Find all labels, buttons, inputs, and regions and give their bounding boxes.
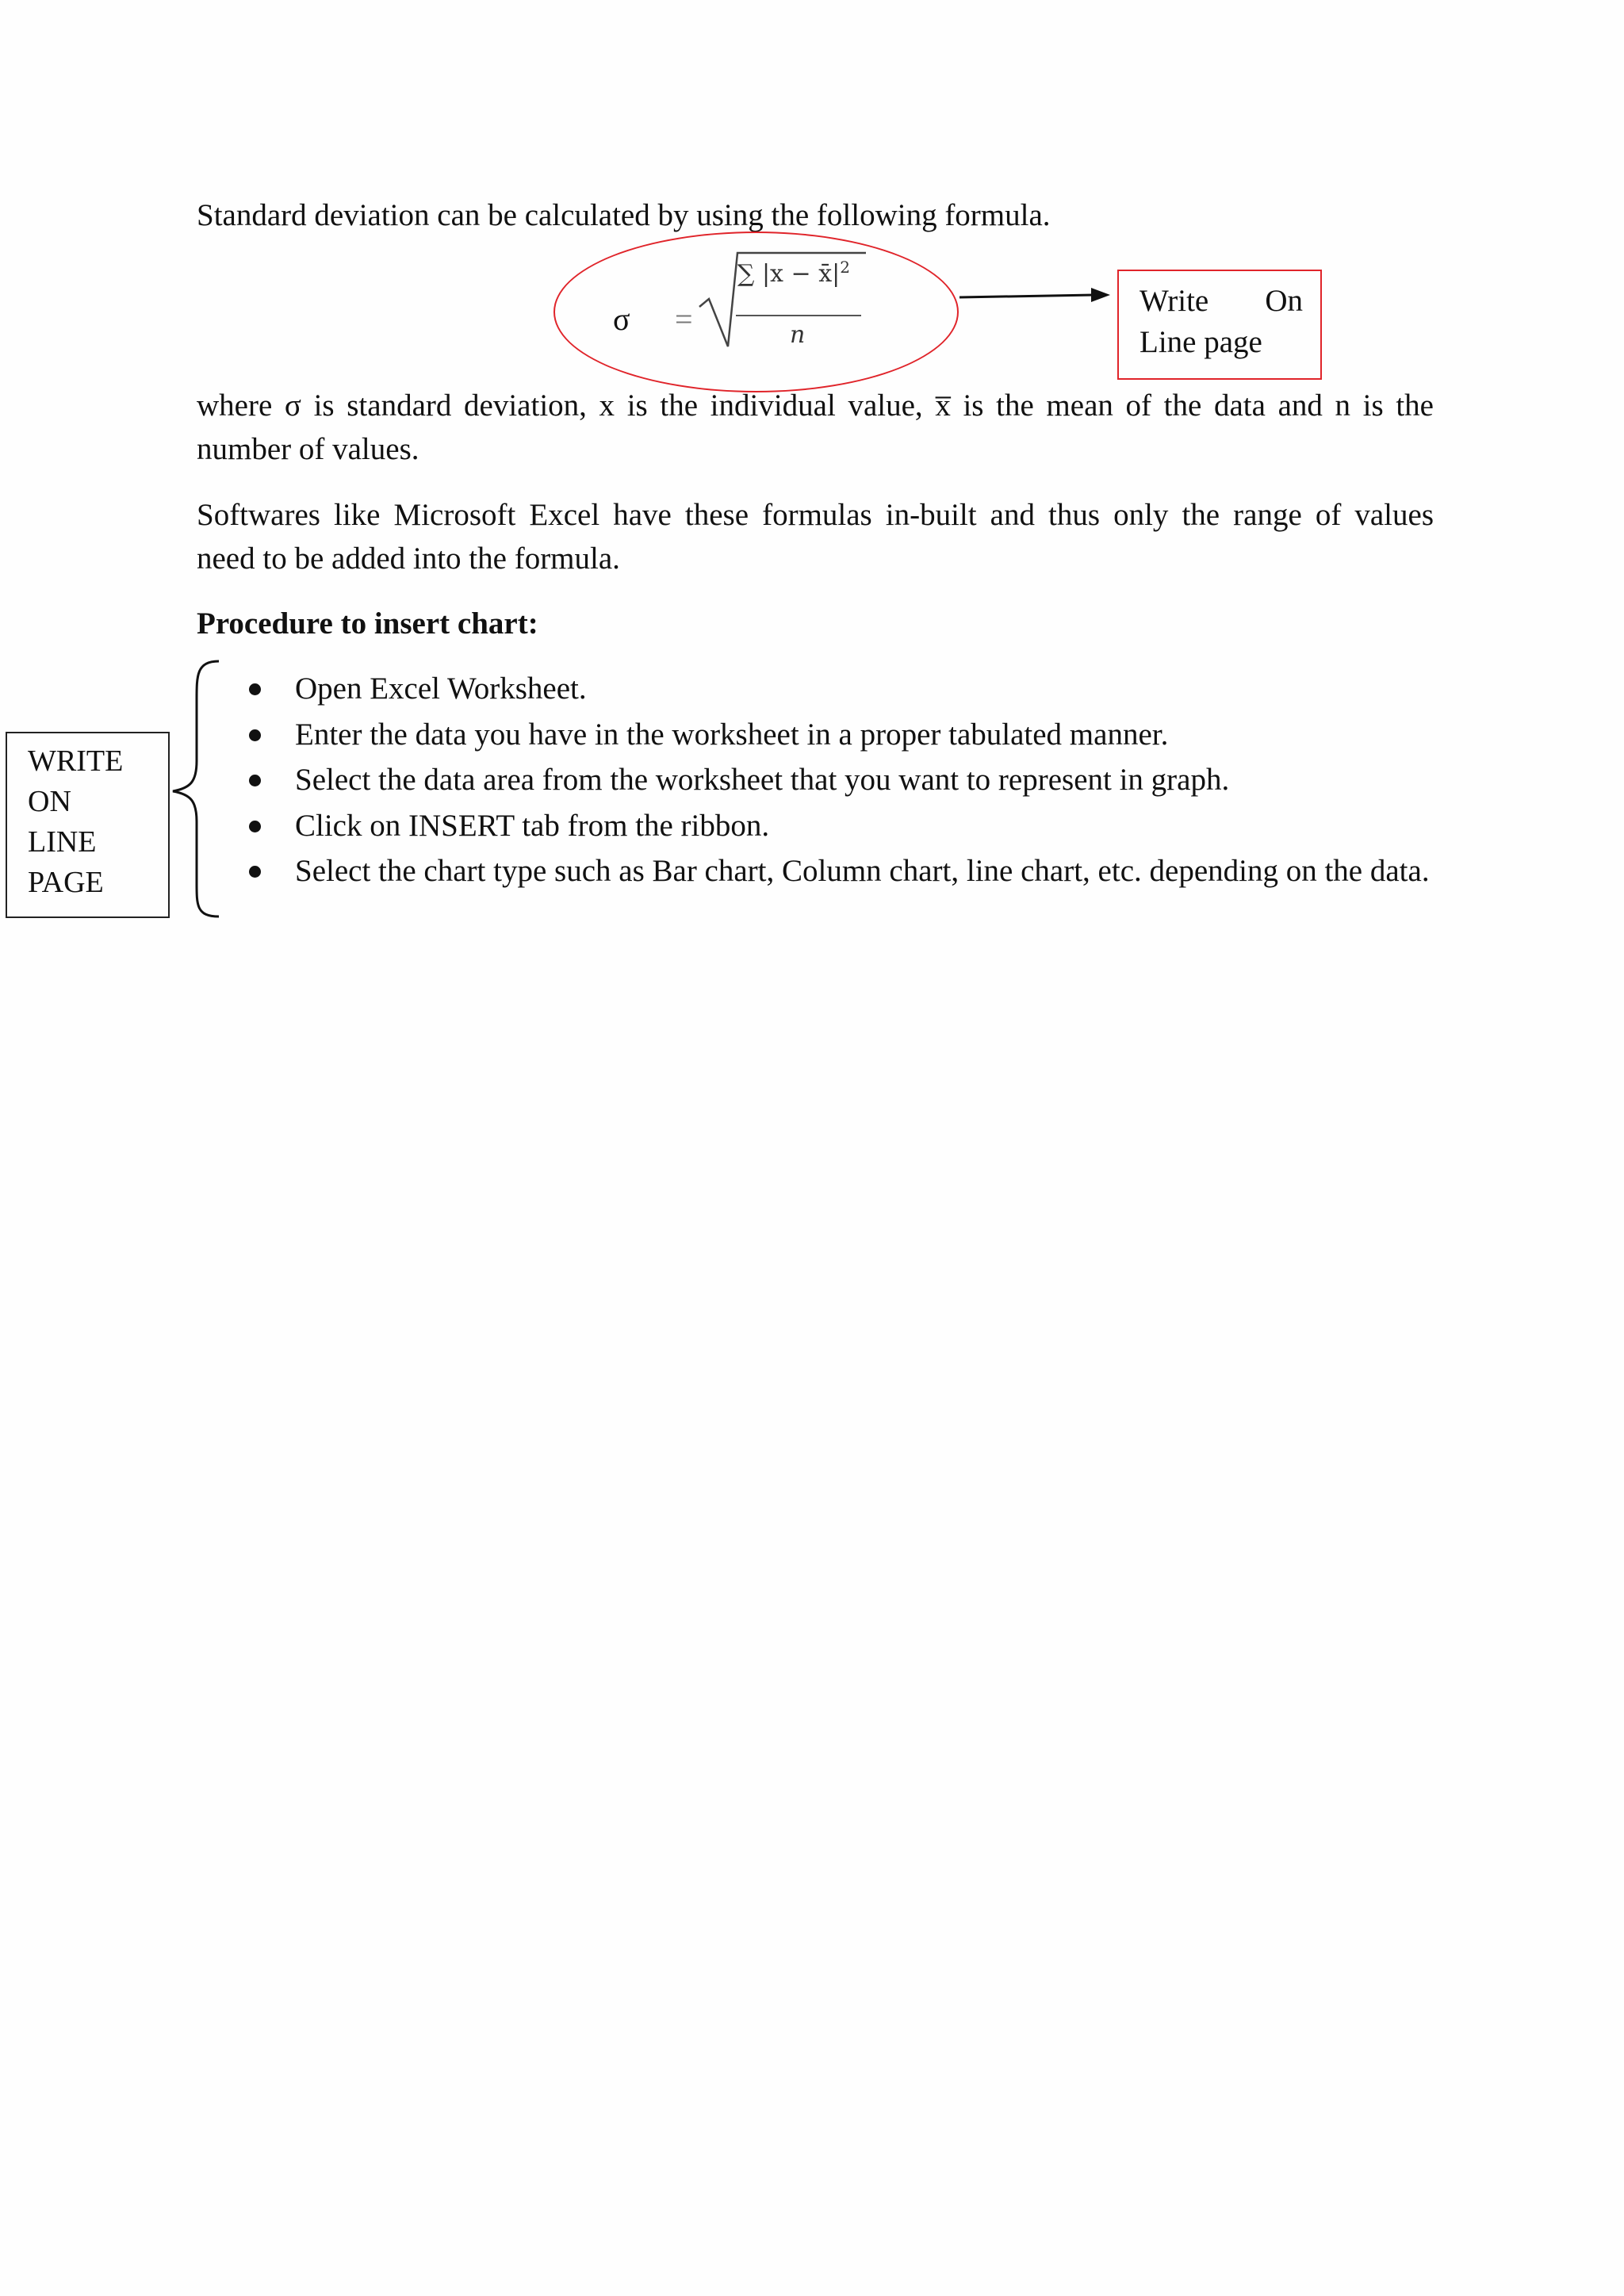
callout-line-1 — [1139, 281, 1303, 322]
definition-line-2: number of values. — [197, 432, 419, 466]
sidebox-line-3: LINE — [28, 825, 97, 859]
bullet-icon — [249, 683, 261, 695]
write-on-line-page-sidebox — [6, 732, 170, 918]
sidebox-line-2: ON — [28, 785, 71, 818]
intro-text: Standard deviation can be calculated by using the following formula. — [197, 198, 1051, 232]
bullet-icon — [249, 821, 261, 832]
list-item — [238, 803, 1435, 849]
excel-note-line-1: Softwares like Microsoft Excel have these formulas in-built and thus only the range of values — [197, 498, 1434, 532]
sidebox-line-4: PAGE — [28, 866, 104, 899]
write-on-line-page-callout — [1117, 270, 1322, 380]
bullet-icon — [249, 866, 261, 878]
curly-brace-icon — [167, 658, 222, 920]
formula-equals: = — [675, 301, 693, 337]
formula-numerator-text: ∑ |x − x̄| — [737, 260, 841, 288]
formula-denominator: n — [790, 321, 806, 349]
step-text: Select the chart type such as Bar chart, Column chart, line chart, etc. depending on the data. — [295, 854, 1430, 888]
definition-line-1: where σ is standard deviation, x is the individual value, x̅ is the mean of the data and n is the — [197, 388, 1434, 423]
callout-word-on: On — [1265, 284, 1303, 318]
procedure-heading: Procedure to insert chart: — [197, 607, 538, 641]
definition-paragraph — [197, 384, 1434, 471]
sidebox-line-1: WRITE — [28, 744, 124, 778]
excel-note-paragraph — [197, 493, 1434, 580]
formula-sigma: σ — [613, 301, 630, 337]
callout-line-2: Line page — [1139, 325, 1262, 359]
list-item — [238, 712, 1435, 758]
procedure-steps-list — [238, 666, 1435, 894]
list-item — [238, 666, 1435, 712]
arrow-right-icon — [958, 285, 1116, 309]
excel-note-line-2: need to be added into the formula. — [197, 541, 620, 576]
fraction-bar — [736, 315, 861, 316]
bullet-icon — [249, 775, 261, 786]
step-text: Click on INSERT tab from the ribbon. — [295, 808, 770, 843]
callout-word-write: Write — [1139, 284, 1209, 318]
formula-numerator — [737, 258, 850, 288]
step-text: Enter the data you have in the worksheet in a proper tabulated manner. — [295, 717, 1169, 752]
step-text: Select the data area from the worksheet that you want to represent in graph. — [295, 763, 1230, 797]
step-text: Open Excel Worksheet. — [295, 672, 587, 706]
list-item — [238, 848, 1435, 894]
formula-exponent: 2 — [840, 258, 850, 277]
list-item — [238, 757, 1435, 803]
bullet-icon — [249, 729, 261, 741]
